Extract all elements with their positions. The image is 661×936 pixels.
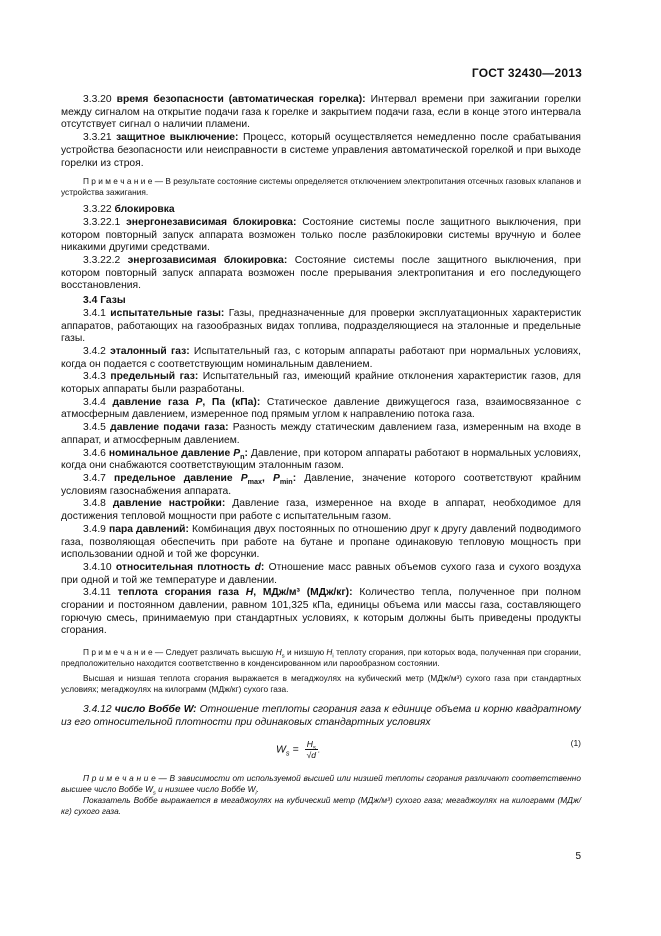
term: пара давлений: bbox=[109, 523, 189, 535]
section-3-4 bbox=[61, 295, 581, 308]
definition: Давление, при котором аппараты работают в нормальных условиях, когда они снабжаются соответствующим эталонным газом. bbox=[61, 447, 581, 472]
document-body bbox=[61, 94, 581, 817]
clause-3-3-20 bbox=[61, 94, 581, 132]
clause-3-4-12 bbox=[61, 704, 581, 729]
definition: Состояние системы после защитного выключения, при котором повторный запуск аппарата возможен только после разблокировки системы вручную и более никакими другими средствами. bbox=[61, 216, 581, 254]
term: число Воббе W: bbox=[114, 704, 197, 716]
clause-number: 3.4.8 bbox=[83, 498, 106, 510]
clause-number: 3.4.4 bbox=[83, 396, 106, 408]
clause-3-4-4 bbox=[61, 397, 581, 422]
term: давление газа P, Па (кПа): bbox=[112, 396, 261, 408]
note-3-continued: Показатель Воббе выражается в мегаджоулях на кубический метр (МДж/м³) сухого газа; мегаджоулях на килограмм (МДж/кг) сухого газа. bbox=[61, 794, 581, 816]
clause-3-3-22 bbox=[61, 204, 581, 217]
wobbe-formula: $W_s$ = $\frac{H_s}{√d}$ . bbox=[276, 738, 321, 760]
clause-number: 3.4.12 bbox=[83, 704, 112, 716]
section-number: 3.4 bbox=[83, 295, 98, 307]
term: время безопасности (автоматическая горелка): bbox=[116, 94, 366, 105]
clause-number: 3.3.22.2 bbox=[83, 255, 121, 267]
clause-number: 3.3.22.1 bbox=[83, 216, 121, 228]
note-1 bbox=[61, 176, 581, 198]
clause-number: 3.4.7 bbox=[83, 472, 106, 484]
clause-number: 3.4.3 bbox=[83, 371, 106, 383]
definition: Количество тепла, полученное при полном сгорании и постоянном давлении, равном 101,325 кПа, единицы объема или массы газа, составляющего горючую смесь, принимаемую при стандартных условиях, к которым должны быть приведены продукты сгорания. bbox=[61, 587, 581, 637]
formula-number: (1) bbox=[570, 737, 581, 748]
term: эталонный газ: bbox=[110, 345, 190, 357]
definition: Состояние системы после защитного выключения, при котором повторный запуск аппарата возможен после прерывания электропитания и его последующего восстановления. bbox=[61, 255, 581, 292]
clause-3-3-22-2 bbox=[61, 255, 581, 293]
clause-3-4-11 bbox=[61, 587, 581, 638]
clause-number: 3.4.9 bbox=[83, 523, 106, 535]
definition: Комбинация двух постоянных по отношению друг к другу давлений подводимого газа, позволяющая обеспечить при работе на бутане и пропане одинаковую тепловую мощность при использовании одной и той же форсунки. bbox=[61, 523, 581, 561]
term: предельный газ: bbox=[110, 371, 199, 383]
definition: Испытательный газ, с которым аппараты работают при нормальных условиях, когда он подается с соответствующим номинальным давлением. bbox=[61, 345, 581, 370]
definition: Давление, значение которого соответствуют крайним условиям газоснабжения аппарата. bbox=[61, 472, 581, 497]
clause-3-3-21 bbox=[61, 132, 581, 170]
note-3: П р и м е ч а н и е — В зависимости от используемой высшей или низшей теплоты сгорания различают соответственно высшее число Воббе $W_s$ и низшее число Воббе $W_i$. bbox=[61, 772, 581, 797]
formula-1 bbox=[61, 733, 581, 773]
term: теплота сгорания газа H, МДж/м³ (МДж/кг): bbox=[117, 587, 353, 599]
note-label: П р и м е ч а н и е bbox=[83, 176, 153, 187]
term: относительная плотность d: bbox=[115, 561, 265, 573]
term: номинальное давление $P_n$: bbox=[108, 447, 248, 461]
term: энергонезависимая блокировка: bbox=[126, 216, 297, 228]
clause-number: 3.4.2 bbox=[83, 345, 106, 357]
note-2: П р и м е ч а н и е — Следует различать высшую $H_s$ и низшую $H_i$ теплоту сгорания, при которых вода, полученная при сгорании, предположительно находится соответственно в конденсированном или парообразном состоянии. bbox=[61, 647, 581, 669]
definition: Статическое давление движущегося газа, взаимосвязанное с атмосферным давлением, измеренное под прямым углом к направлению потока газа. bbox=[61, 396, 581, 421]
clause-3-4-6 bbox=[61, 448, 581, 473]
clause-number: 3.4.10 bbox=[83, 561, 112, 573]
definition: Давление газа, измеренное на входе в аппарат, необходимое для достижения тепловой мощности при работе с испытательным газом. bbox=[61, 498, 581, 523]
page-number: 5 bbox=[575, 851, 581, 862]
clause-number: 3.3.22 bbox=[83, 204, 112, 216]
definition: Испытательный газ, имеющий крайние отклонения характеристик газов, для которых аппараты были разработаны. bbox=[61, 371, 581, 396]
clause-number: 3.3.21 bbox=[83, 132, 112, 144]
clause-number: 3.4.11 bbox=[83, 587, 111, 599]
clause-3-4-5 bbox=[61, 422, 581, 447]
term: давление настройки: bbox=[112, 498, 226, 510]
clause-3-4-3 bbox=[61, 371, 581, 396]
clause-3-4-10 bbox=[61, 562, 581, 587]
definition: Разность между статическим давлением газа, измеренным на входе в аппарат, и атмосферным давлением. bbox=[61, 422, 581, 446]
clause-3-4-2 bbox=[61, 346, 581, 371]
document-header: ГОСТ 32430—2013 bbox=[471, 66, 582, 80]
clause-3-4-8 bbox=[61, 498, 581, 523]
term: предельное давление $P_{max}$, $P_{min}$: bbox=[114, 472, 297, 487]
clause-3-4-1 bbox=[61, 308, 581, 346]
note-label: П р и м е ч а н и е bbox=[83, 647, 153, 658]
note-label: П р и м е ч а н и е bbox=[83, 772, 156, 783]
term: давление подачи газа: bbox=[110, 422, 229, 434]
term: испытательные газы: bbox=[110, 307, 225, 319]
definition: Отношение теплоты сгорания газа к единице объема и корню квадратному из его относительной плотности при одинаковых стандартных условиях bbox=[61, 704, 581, 728]
term: энергозависимая блокировка: bbox=[127, 255, 288, 267]
note-text: — В результате состояние системы определяется отключением электропитания отсечных газовых клапанов и устройства зажигания. bbox=[61, 176, 582, 198]
clause-number: 3.4.6 bbox=[83, 447, 106, 459]
section-title: Газы bbox=[100, 295, 126, 307]
term: блокировка bbox=[114, 204, 175, 216]
clause-number: 3.4.1 bbox=[83, 307, 106, 319]
definition: Процесс, который осуществляется немедленно после срабатывания устройства безопасности или неисправности в системе управления автоматической горелкой и при выходе горелки из строя. bbox=[61, 132, 581, 169]
clause-number: 3.4.5 bbox=[83, 422, 106, 434]
clause-3-4-9 bbox=[61, 524, 581, 562]
clause-number: 3.3.20 bbox=[83, 94, 112, 105]
definition: Газы, предназначенные для проверки эксплуатационных характеристик аппаратов, работающих на газообразных видах топлива, подразделяющиеся на эталонные и предельные газы. bbox=[61, 307, 581, 345]
definition: Отношение масс равных объемов сухого газа и сухого воздуха при одной и той же температуре и давлении. bbox=[61, 561, 581, 586]
clause-3-4-7 bbox=[61, 473, 581, 498]
definition: Интервал времени при зажигании горелки между сигналом на открытие подачи газа к горелке и закрытием подачи газа, если в конце этого интервала отсутствует сигнал о наличии пламени. bbox=[61, 94, 581, 131]
note-2-continued: Высшая и низшая теплота сгорания выражается в мегаджоулях на кубический метр (МДж/м³) сухого газа при стандартных условиях; мегаджоулях на килограмм (МДж/кг) сухого газа. bbox=[61, 673, 581, 695]
term: защитное выключение: bbox=[116, 132, 239, 144]
clause-3-3-22-1 bbox=[61, 217, 581, 255]
